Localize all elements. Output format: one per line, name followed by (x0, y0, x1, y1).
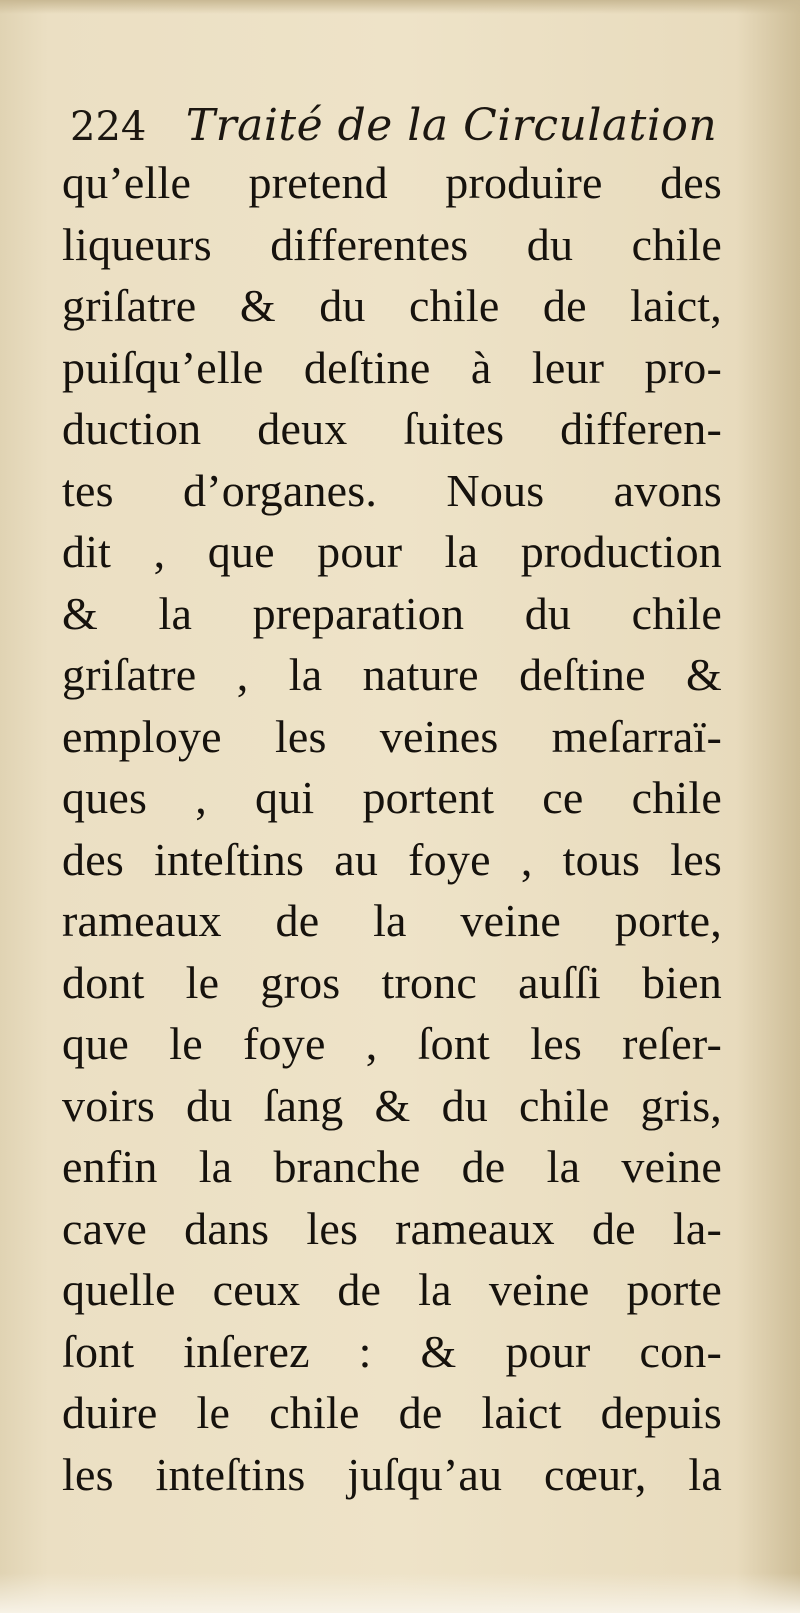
running-head (70, 96, 730, 156)
text-line: duire le chile de laict depuis (62, 1387, 722, 1438)
text-line: griſatre & du chile de laict, (62, 280, 722, 331)
text-line: puiſqu’elle deſtine à leur pro- (62, 341, 722, 393)
text-line: quelle ceux de la veine porte (62, 1264, 722, 1315)
text-line: qu’elle pretend produire des (62, 157, 722, 208)
text-line: rameaux de la veine porte, (62, 895, 722, 946)
text-line: les inteſtins juſqu’au cœur, la (62, 1448, 722, 1500)
page-top-shadow (0, 0, 800, 14)
page-bottom-edge (0, 1573, 800, 1613)
page-number: 224 (70, 104, 147, 150)
text-line: voirs du ſang & du chile gris, (62, 1079, 722, 1131)
text-line: que le foye , ſont les reſer- (62, 1018, 722, 1069)
text-line: ques , qui portent ce chile (62, 772, 722, 823)
text-line: ſont inſerez : & pour con- (62, 1325, 722, 1377)
text-line: enfin la branche de la veine (62, 1141, 722, 1192)
body-text (62, 152, 722, 1505)
text-line: griſatre , la nature deſtine & (62, 649, 722, 700)
text-line: cave dans les rameaux de la- (62, 1202, 722, 1254)
text-line: des inteſtins au foye , tous les (62, 833, 722, 885)
text-line: tes d’organes. Nous avons (62, 464, 722, 516)
text-line: liqueurs differentes du chile (62, 218, 722, 270)
text-line: dit , que pour la production (62, 526, 722, 577)
text-line: employe les veines meſarraï- (62, 710, 722, 762)
running-title: Traité de la Circulation (185, 100, 718, 151)
text-line: & la preparation du chile (62, 587, 722, 639)
text-line: duction deux ſuites differen- (62, 403, 722, 454)
text-line: dont le gros tronc auſſi bien (62, 956, 722, 1008)
